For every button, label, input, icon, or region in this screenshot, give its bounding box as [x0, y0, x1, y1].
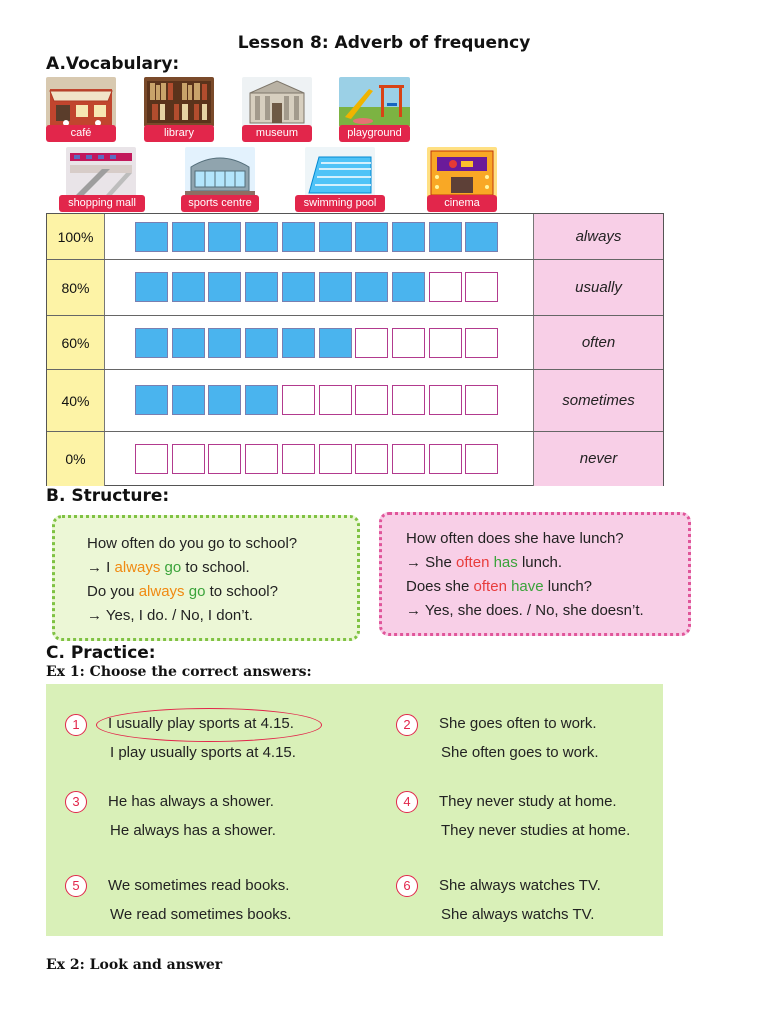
vocab-label: café — [46, 125, 116, 142]
percent-cell: 40% — [47, 370, 105, 431]
empty-box — [392, 385, 425, 415]
structure-question: How often do you go to school? — [87, 535, 298, 552]
filled-box — [355, 272, 388, 302]
question-number: 6 — [396, 875, 418, 897]
adverb-keyword: often — [456, 554, 490, 571]
exercise-1-panel — [46, 684, 663, 936]
swimming-pool-icon — [305, 147, 375, 199]
verb-keyword: has — [493, 554, 518, 571]
verb-keyword: have — [511, 578, 544, 595]
filled-box — [319, 272, 352, 302]
structure-question: How often does she have lunch? — [406, 530, 624, 547]
option-b[interactable]: They never studies at home. — [441, 822, 631, 839]
empty-box — [319, 385, 352, 415]
empty-box — [208, 444, 241, 474]
adverb-cell: always — [533, 214, 663, 259]
frequency-row — [47, 316, 663, 370]
filled-box — [245, 222, 278, 252]
empty-box — [465, 272, 498, 302]
adverb-cell: usually — [533, 260, 663, 315]
cinema-icon — [427, 147, 497, 199]
adverb-keyword: always — [114, 559, 161, 576]
vocab-card-sports-centre — [181, 147, 259, 212]
question-number: 1 — [65, 714, 87, 736]
filled-box — [465, 222, 498, 252]
filled-box — [319, 328, 352, 358]
arrow-right-icon: → — [87, 559, 107, 576]
filled-box — [355, 222, 388, 252]
filled-box — [392, 272, 425, 302]
shopping-mall-icon — [66, 147, 136, 199]
question-number: 2 — [396, 714, 418, 736]
page-title: Lesson 8: Adverb of frequency — [237, 33, 531, 53]
adverb-cell: often — [533, 316, 663, 369]
empty-box — [392, 328, 425, 358]
option-b[interactable]: I play usually sports at 4.15. — [110, 744, 296, 761]
question-number: 5 — [65, 875, 87, 897]
filled-box — [245, 385, 278, 415]
structure-answer: → I always go to school. — [87, 559, 250, 576]
playground-icon — [339, 77, 410, 127]
structure-example-she — [379, 512, 691, 636]
empty-box — [319, 444, 352, 474]
frequency-row — [47, 432, 663, 486]
arrow-right-icon: → — [87, 607, 106, 624]
library-icon — [144, 77, 214, 127]
frequency-table — [46, 213, 664, 486]
frequency-row — [47, 370, 663, 432]
option-a[interactable]: She always watches TV. — [439, 877, 601, 894]
filled-box — [245, 272, 278, 302]
empty-box — [135, 444, 168, 474]
option-a[interactable]: They never study at home. — [439, 793, 617, 810]
structure-question: Do you always go to school? — [87, 583, 278, 600]
filled-box — [429, 222, 462, 252]
percent-cell: 60% — [47, 316, 105, 369]
empty-box — [355, 444, 388, 474]
empty-box — [355, 385, 388, 415]
empty-box — [429, 272, 462, 302]
verb-keyword: go — [164, 559, 182, 576]
option-a[interactable]: We sometimes read books. — [108, 877, 290, 894]
question-number: 4 — [396, 791, 418, 813]
structure-heading: B. Structure: — [46, 486, 170, 506]
vocab-card-museum — [242, 77, 312, 142]
vocab-card-cafe — [46, 77, 116, 142]
filled-box — [208, 222, 241, 252]
option-b[interactable]: We read sometimes books. — [110, 906, 292, 923]
vocab-card-shopping-mall — [59, 147, 145, 212]
percent-cell: 0% — [47, 432, 105, 486]
vocabulary-heading: A.Vocabulary: — [46, 54, 180, 74]
option-a[interactable]: I usually play sports at 4.15. — [108, 715, 294, 732]
adverb-cell: sometimes — [533, 370, 663, 431]
percent-cell: 100% — [47, 214, 105, 259]
arrow-right-icon: → — [406, 554, 426, 571]
frequency-row — [47, 214, 663, 260]
vocab-label: library — [144, 125, 214, 142]
structure-question: Does she often have lunch? — [406, 578, 592, 595]
vocab-card-swimming-pool — [295, 147, 385, 212]
vocab-card-cinema — [427, 147, 497, 212]
filled-box — [282, 272, 315, 302]
percent-cell: 80% — [47, 260, 105, 315]
filled-box — [282, 222, 315, 252]
empty-box — [392, 444, 425, 474]
empty-box — [172, 444, 205, 474]
filled-box — [172, 272, 205, 302]
option-b[interactable]: He always has a shower. — [110, 822, 276, 839]
arrow-right-icon: → — [406, 602, 425, 619]
empty-box — [429, 385, 462, 415]
vocab-card-playground — [339, 77, 410, 142]
filled-box — [245, 328, 278, 358]
vocab-label: cinema — [427, 195, 497, 212]
empty-box — [465, 385, 498, 415]
empty-box — [245, 444, 278, 474]
adverb-keyword: always — [138, 583, 185, 600]
empty-box — [282, 385, 315, 415]
option-a[interactable]: She goes often to work. — [439, 715, 597, 732]
empty-box — [465, 444, 498, 474]
cafe-icon — [46, 77, 116, 127]
verb-keyword: go — [188, 583, 206, 600]
filled-box — [208, 385, 241, 415]
empty-box — [429, 444, 462, 474]
museum-icon — [242, 77, 312, 127]
filled-box — [282, 328, 315, 358]
filled-box — [135, 272, 168, 302]
structure-answer: → Yes, she does. / No, she doesn’t. — [406, 602, 644, 619]
filled-box — [172, 222, 205, 252]
structure-answer: → She often has lunch. — [406, 554, 562, 571]
empty-box — [429, 328, 462, 358]
adverb-keyword: often — [473, 578, 507, 595]
vocab-card-library — [144, 77, 214, 142]
vocab-label: sports centre — [181, 195, 259, 212]
vocab-label: swimming pool — [295, 195, 385, 212]
filled-box — [392, 222, 425, 252]
vocab-label: shopping mall — [59, 195, 145, 212]
empty-box — [282, 444, 315, 474]
filled-box — [319, 222, 352, 252]
exercise-1-heading: Ex 1: Choose the correct answers: — [46, 664, 312, 680]
filled-box — [135, 222, 168, 252]
exercise-2-heading: Ex 2: Look and answer — [46, 957, 223, 973]
structure-example-you — [52, 515, 360, 641]
filled-box — [208, 272, 241, 302]
structure-answer: → Yes, I do. / No, I don’t. — [87, 607, 253, 624]
frequency-row — [47, 260, 663, 316]
empty-box — [355, 328, 388, 358]
sports-centre-icon — [185, 147, 255, 199]
option-b[interactable]: She always watchs TV. — [441, 906, 595, 923]
question-number: 3 — [65, 791, 87, 813]
filled-box — [135, 328, 168, 358]
filled-box — [172, 385, 205, 415]
option-b[interactable]: She often goes to work. — [441, 744, 599, 761]
vocab-label: museum — [242, 125, 312, 142]
filled-box — [135, 385, 168, 415]
vocab-label: playground — [339, 125, 410, 142]
empty-box — [465, 328, 498, 358]
filled-box — [208, 328, 241, 358]
filled-box — [172, 328, 205, 358]
option-a[interactable]: He has always a shower. — [108, 793, 274, 810]
practice-heading: C. Practice: — [46, 643, 156, 663]
adverb-cell: never — [533, 432, 663, 486]
